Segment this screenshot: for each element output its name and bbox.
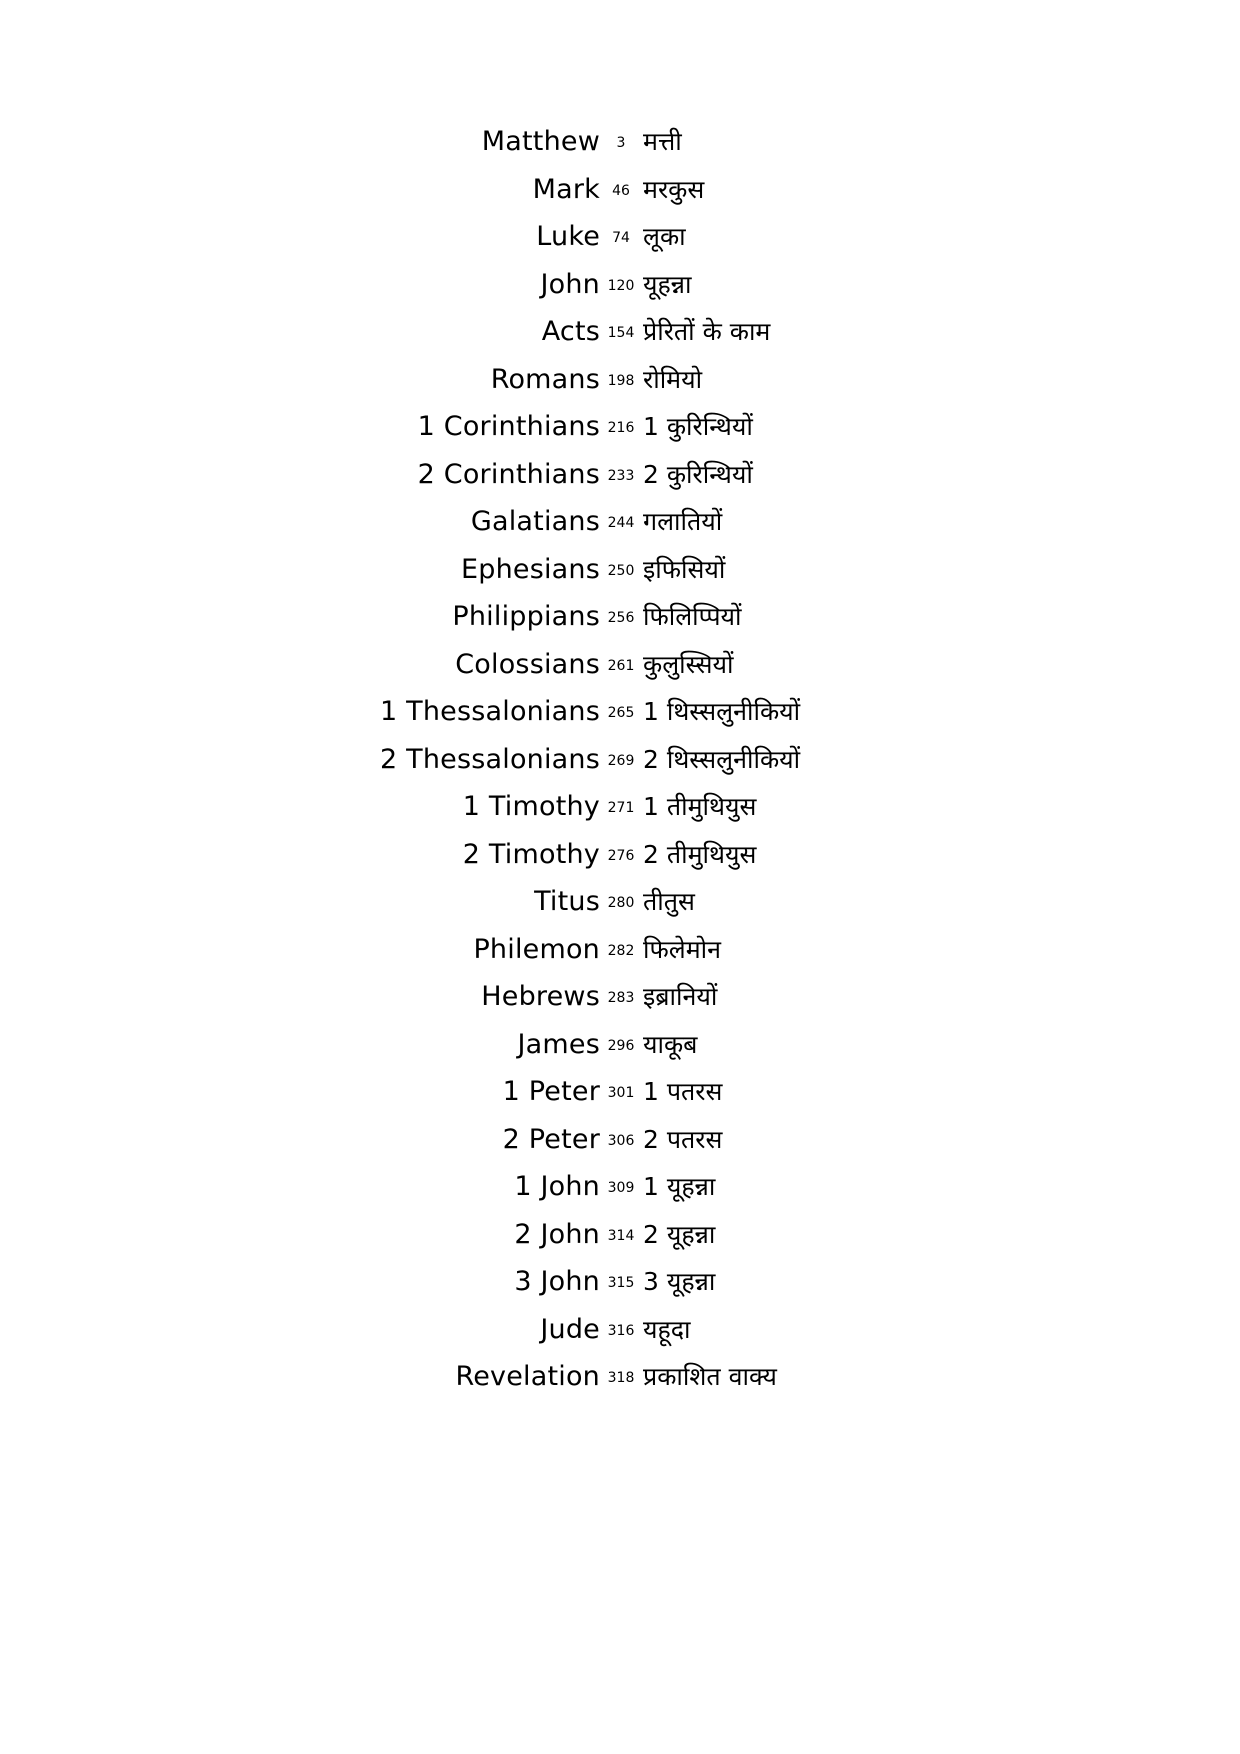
toc-row-romans[interactable] [0,356,1240,404]
book-name-hindi: 3 यूहन्ना [643,1267,716,1296]
book-name-english: 1 John [514,1171,600,1202]
toc-row-hebrews[interactable] [0,973,1240,1021]
toc-row-1-peter[interactable] [0,1068,1240,1116]
page-number: 282 [607,942,635,959]
book-name-english: 2 Thessalonians [379,743,600,775]
toc-row-acts[interactable] [0,308,1240,356]
book-name-hindi: इब्रानियों [643,982,718,1011]
page-number: 318 [607,1370,635,1386]
toc-row-mark[interactable] [0,166,1240,214]
book-name-english: John [540,268,600,300]
toc-row-2-john[interactable] [0,1211,1240,1259]
book-name-english: 2 Corinthians [417,458,600,490]
book-name-hindi: कुलुस्सियों [643,649,734,679]
toc-row-luke[interactable] [0,213,1240,261]
book-name-english: 1 Corinthians [417,411,600,442]
book-name-hindi: प्रकाशित वाक्य [643,1362,777,1391]
book-name-english: 1 Thessalonians [379,696,600,727]
book-name-hindi: 2 कुरिन्थियों [643,459,753,489]
page-number: 120 [607,277,635,294]
book-name-hindi: यूहन्ना [643,269,692,299]
page-number: 250 [607,562,635,579]
book-name-hindi: 1 थिस्सलुनीकियों [643,697,801,726]
book-name-english: Mark [532,173,600,205]
page-number: 315 [607,1275,635,1291]
book-name-english: 2 Peter [502,1123,600,1155]
book-name-hindi: याकूब [643,1029,698,1059]
page-number: 306 [607,1132,635,1149]
table-of-contents [0,118,1240,1401]
page-number: 280 [607,895,635,911]
book-name-hindi: 1 तीमुथियुस [643,792,757,821]
page-number: 261 [607,657,635,674]
page-number: 314 [607,1227,635,1244]
page-number: 216 [607,420,635,436]
toc-row-1-thessalonians[interactable] [0,688,1240,736]
book-name-hindi: प्रेरितों के काम [643,317,771,346]
book-name-english: 3 John [514,1266,600,1297]
page-number: 271 [607,800,635,816]
book-name-hindi: रोमियो [643,364,703,394]
book-name-hindi: गलातियों [643,507,723,536]
toc-row-3-john[interactable] [0,1258,1240,1306]
book-name-english: Hebrews [481,981,600,1012]
book-name-english: Titus [534,886,600,917]
page-number: 269 [607,752,635,769]
page-number: 296 [607,1037,635,1054]
book-name-hindi: 2 तीमुथियुस [643,839,757,869]
toc-row-john[interactable] [0,261,1240,309]
book-name-english: Acts [541,316,600,347]
book-name-english: Luke [536,221,600,252]
page-number: 198 [607,372,635,389]
book-name-hindi: फिलिप्पियों [643,602,742,631]
book-name-hindi: 2 यूहन्ना [643,1219,716,1249]
book-name-english: 1 Peter [502,1076,600,1107]
page-number: 283 [607,990,635,1006]
toc-row-galatians[interactable] [0,498,1240,546]
page-number: 301 [607,1085,635,1101]
book-name-hindi: फिलेमोन [643,934,722,964]
toc-row-1-corinthians[interactable] [0,403,1240,451]
book-name-english: James [517,1028,600,1060]
book-name-english: 1 Timothy [462,791,600,822]
book-name-english: Jude [540,1313,600,1345]
toc-row-2-corinthians[interactable] [0,451,1240,499]
page-number: 154 [607,325,635,341]
toc-row-2-thessalonians[interactable] [0,736,1240,784]
book-name-hindi: तीतुस [643,887,695,916]
page-number: 265 [607,705,635,721]
book-name-hindi: 1 कुरिन्थियों [643,412,753,441]
book-name-english: Ephesians [460,553,600,585]
toc-row-2-timothy[interactable] [0,831,1240,879]
toc-row-titus[interactable] [0,878,1240,926]
toc-row-2-peter[interactable] [0,1116,1240,1164]
book-name-hindi: यहूदा [643,1314,691,1344]
book-name-hindi: मरकुस [643,174,705,204]
book-name-english: Galatians [470,506,600,537]
toc-row-1-timothy[interactable] [0,783,1240,831]
toc-row-jude[interactable] [0,1306,1240,1354]
book-name-english: Colossians [455,648,600,680]
book-name-english: Philippians [452,601,600,632]
book-name-hindi: 1 यूहन्ना [643,1172,716,1201]
book-name-hindi: 2 पतरस [643,1124,723,1154]
book-name-english: Philemon [473,933,600,965]
book-name-english: 2 Timothy [462,838,600,870]
page-number: 233 [607,467,635,484]
toc-row-matthew[interactable] [0,118,1240,166]
page-number: 309 [607,1180,635,1196]
toc-row-1-john[interactable] [0,1163,1240,1211]
toc-row-james[interactable] [0,1021,1240,1069]
book-name-english: Revelation [455,1361,600,1392]
book-name-english: 2 John [514,1218,600,1250]
book-name-hindi: 2 थिस्सलुनीकियों [643,744,801,774]
toc-row-revelation[interactable] [0,1353,1240,1401]
book-name-hindi: इफिसियों [643,554,726,584]
page-number: 3 [616,135,626,151]
book-name-hindi: लूका [643,222,686,251]
toc-row-colossians[interactable] [0,641,1240,689]
page-number: 74 [612,230,630,246]
page-number: 256 [607,610,635,626]
page-number: 316 [607,1322,635,1339]
book-name-hindi: 1 पतरस [643,1077,723,1106]
toc-row-philippians[interactable] [0,593,1240,641]
book-name-english: Matthew [481,126,600,157]
book-name-hindi: मत्ती [643,127,682,156]
page-number: 276 [607,847,635,864]
page-number: 244 [607,515,635,531]
toc-row-philemon[interactable] [0,926,1240,974]
page-number: 46 [612,182,630,199]
toc-row-ephesians[interactable] [0,546,1240,594]
book-name-english: Romans [490,363,600,395]
